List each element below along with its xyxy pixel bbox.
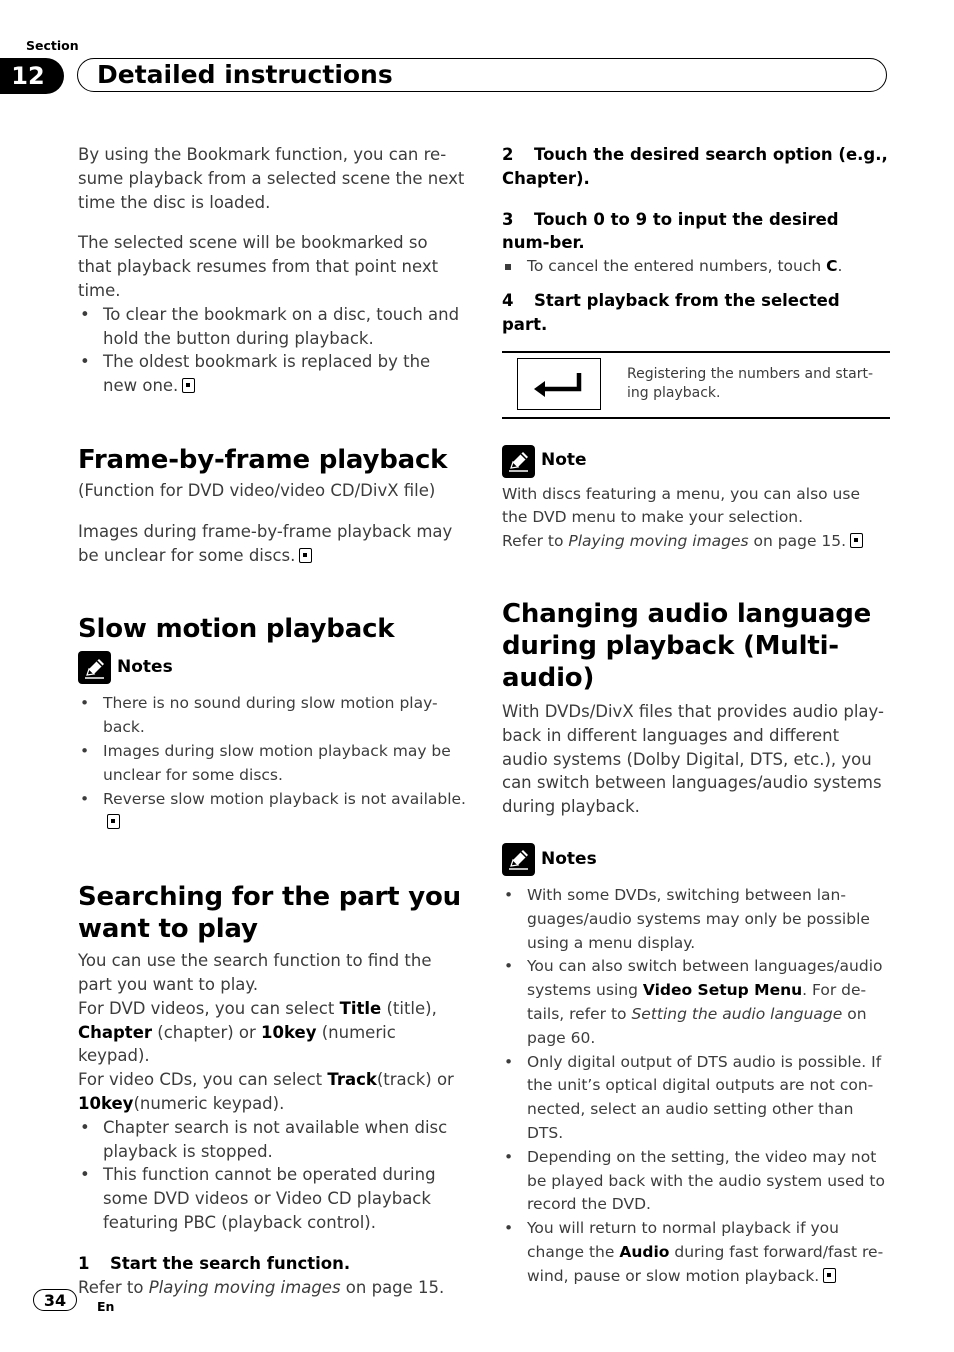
note-reference: Refer to Playing moving images on page 15. (502, 530, 890, 554)
right-column (502, 143, 890, 1289)
intro-paragraph-2: The selected scene will be bookmarked so that playback resumes from that point next time. (78, 233, 439, 300)
enter-key-description: Registering the numbers and start-ing playback. (627, 365, 873, 402)
step-2: 2 Touch the desired search option (e.g., Chapter). (502, 145, 888, 188)
step-1-reference: Refer to Playing moving images on page 15. (78, 1277, 445, 1297)
end-mark-icon (850, 533, 863, 548)
search-paragraph-3: For video CDs, you can select Track(track) or 10key(numeric keypad). (78, 1070, 454, 1113)
list-item: • Reverse slow motion playback is not available. (78, 788, 466, 836)
note-label: Note (541, 450, 587, 471)
frame-heading: Frame-by-frame playback (78, 444, 448, 475)
language-code: En (97, 1299, 115, 1314)
list-item: • Depending on the setting, the video may not be played back with the audio system used to record the DVD. (502, 1146, 890, 1217)
enter-key-icon (531, 371, 587, 397)
list-item: To cancel the entered numbers, touch C. (502, 255, 890, 279)
audio-notes-list (502, 884, 890, 1289)
list-item: • There is no sound during slow motion play-back. (78, 692, 466, 740)
audio-notes-header (502, 843, 890, 876)
slow-notes-header (78, 651, 466, 684)
search-paragraph-2: For DVD videos, you can select Title (title), Chapter (chapter) or 10key (numeric keypad). (78, 998, 437, 1066)
section-label: Section (26, 38, 79, 53)
pencil-note-icon (78, 651, 111, 684)
list-item: • Chapter search is not available when disc playback is stopped. (78, 1116, 466, 1164)
list-item: • With some DVDs, switching between lan-guages/audio systems may only be possible using a menu display. (502, 884, 890, 955)
list-item: • The oldest bookmark is replaced by the new one. (78, 350, 466, 398)
pencil-note-icon (502, 445, 535, 478)
left-column (78, 143, 466, 1299)
page-number: 34 (33, 1289, 77, 1311)
search-bullet-list (78, 1116, 466, 1235)
list-item: • You can also switch between languages/audio systems using Video Setup Menu. For de-tails, refer to Setting the audio language on page 60. (502, 955, 890, 1050)
list-item: • This function cannot be operated during some DVD videos or Video CD playback featuring PBC (playback control). (78, 1163, 466, 1234)
end-mark-icon (299, 548, 312, 563)
search-paragraph-1: You can use the search function to find the part you want to play. (78, 951, 432, 994)
end-mark-icon (107, 814, 120, 829)
frame-body: Images during frame-by-frame playback may be unclear for some discs. (78, 521, 453, 565)
step-3: 3 Touch 0 to 9 to input the desired num-ber. (502, 209, 839, 253)
enter-key-button[interactable] (517, 358, 601, 410)
notes-label: Notes (117, 656, 173, 677)
note-header (502, 445, 890, 478)
notes-label: Notes (541, 848, 597, 869)
audio-body: With DVDs/DivX files that provides audio play-back in different languages and different audio systems (Dolby Digital, DTS, etc.), you can switch between languages/audio systems during playback. (502, 701, 884, 817)
end-mark-icon (182, 378, 195, 393)
note-paragraph: With discs featuring a menu, you can also use the DVD menu to make your selection. (502, 484, 860, 527)
section-number-badge: 12 (0, 58, 64, 94)
end-mark-icon (823, 1268, 836, 1283)
list-item: • To clear the bookmark on a disc, touch and hold the button during playback. (78, 303, 466, 351)
bookmark-bullet-list (78, 303, 466, 398)
slow-notes-list (78, 692, 466, 835)
key-table (502, 351, 890, 419)
intro-paragraph-1: By using the Bookmark function, you can re-sume playback from a selected scene the next time the disc is loaded. (78, 145, 465, 212)
step-4: 4 Start playback from the selected part. (502, 290, 840, 334)
list-item: • Only digital output of DTS audio is possible. If the unit’s optical digital outputs are not con-nected, select an audio setting other than DTS. (502, 1051, 890, 1146)
list-item: • Images during slow motion playback may be unclear for some discs. (78, 740, 466, 788)
search-heading: Searching for the part you want to play (78, 882, 461, 945)
page-title: Detailed instructions (97, 60, 393, 89)
audio-heading: Changing audio language during playback (Multi-audio) (502, 598, 872, 693)
step-1: 1 Start the search function. (78, 1253, 351, 1273)
pencil-note-icon (502, 843, 535, 876)
slow-heading: Slow motion playback (78, 614, 395, 645)
step-3-bullets (502, 255, 890, 279)
frame-subtitle: (Function for DVD video/video CD/DivX file) (78, 480, 436, 500)
list-item: • You will return to normal playback if you change the Audio during fast forward/fast re-wind, pause or slow motion playback. (502, 1217, 890, 1288)
